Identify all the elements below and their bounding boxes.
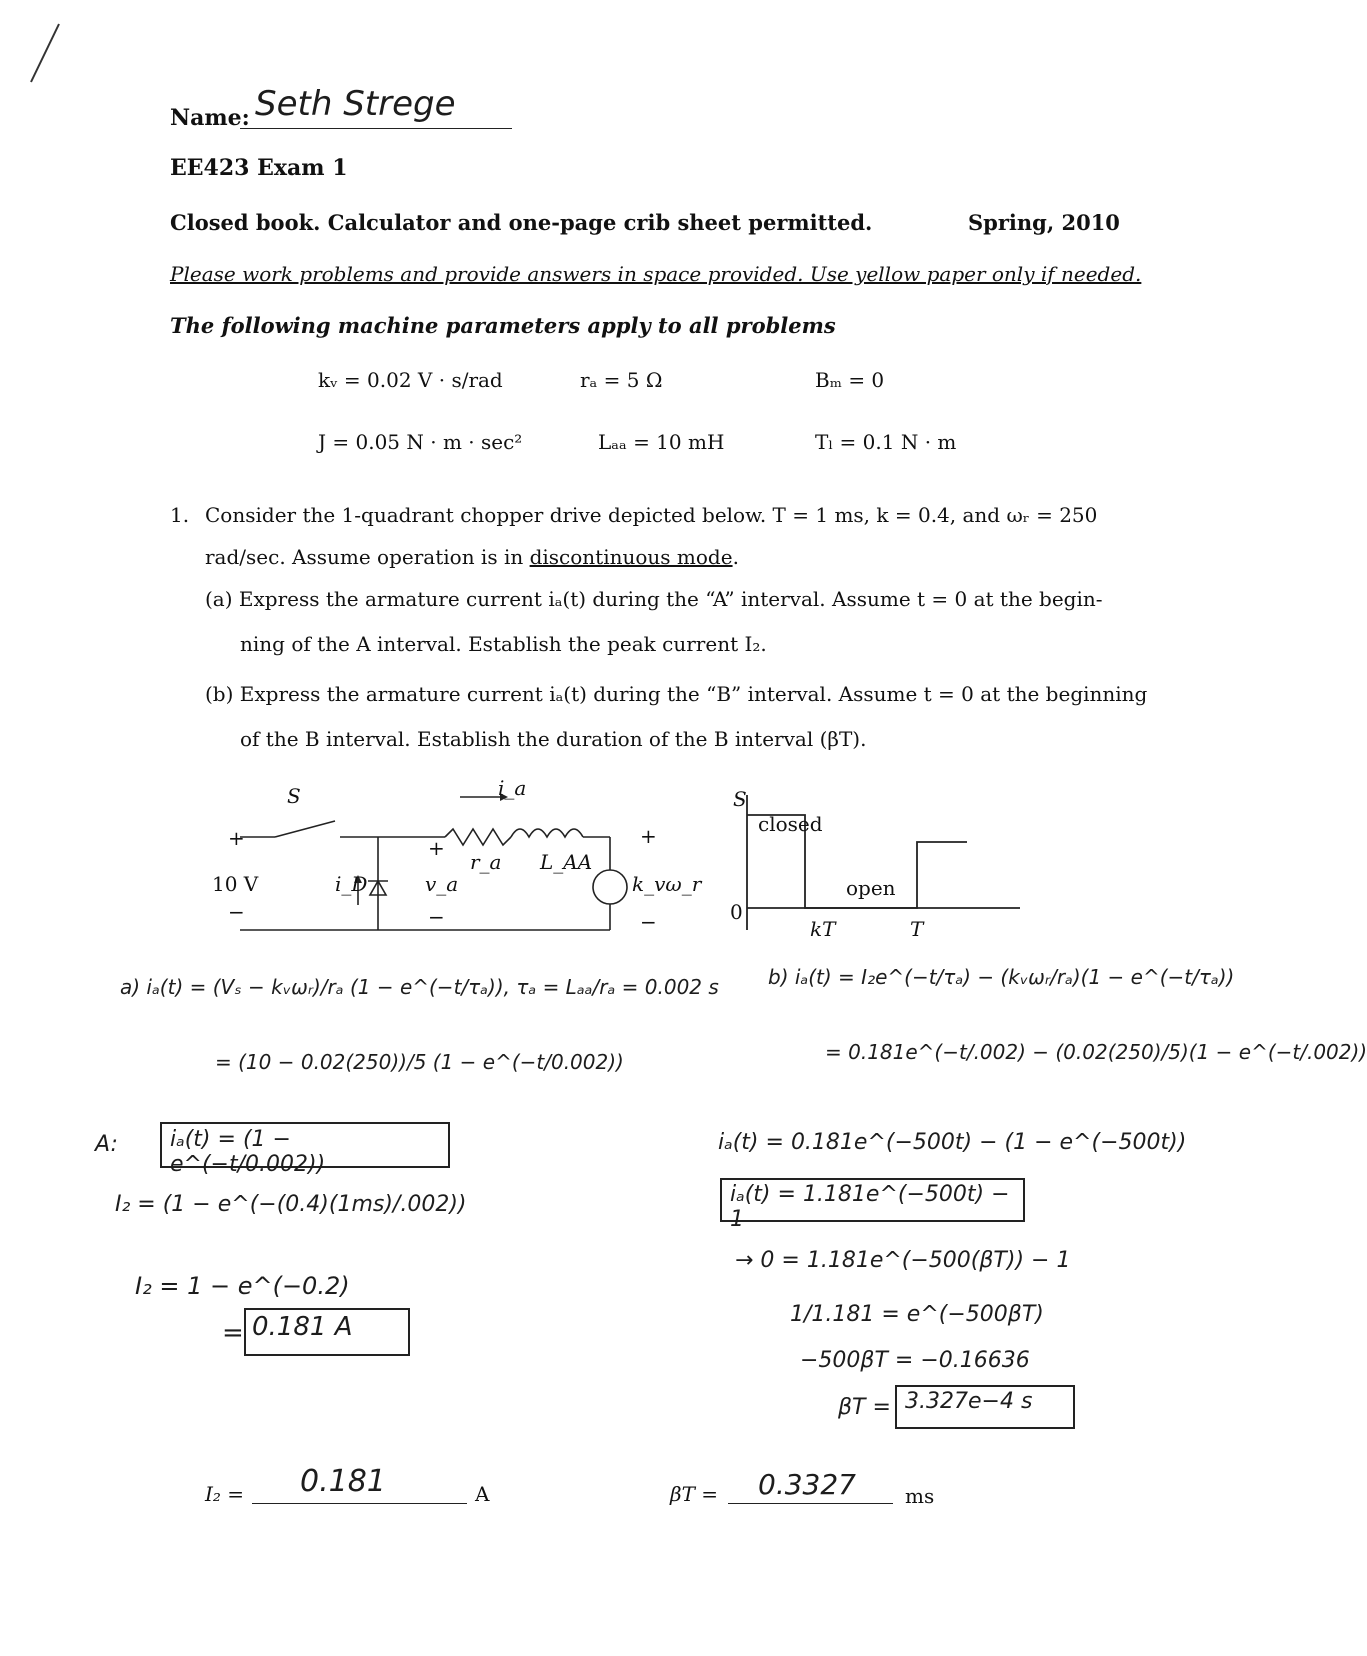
work-b-line-5: → 0 = 1.181e^(−500(βT)) − 1: [735, 1248, 1071, 1273]
ia-label: i_a: [498, 776, 527, 800]
answer-bt-label: βT =: [670, 1482, 719, 1506]
name-underline: [240, 128, 512, 129]
course-title: EE423 Exam 1: [170, 155, 348, 181]
work-b-line-6: 1/1.181 = e^(−500βT): [790, 1302, 1044, 1327]
waveform-open-label: open: [846, 876, 896, 900]
work-a-line-5: I₂ = 1 − e^(−0.2): [135, 1272, 350, 1300]
work-a-boxed-result: 0.181 A: [244, 1308, 410, 1356]
work-b-line-7: −500βT = −0.16636: [800, 1348, 1030, 1373]
answer-bt-blank: [728, 1503, 893, 1504]
exam-rules: Closed book. Calculator and one-page crib sheet permitted.: [170, 210, 873, 235]
work-a-line-2: = (10 − 0.02(250))/5 (1 − e^(−t/0.002)): [215, 1050, 624, 1074]
problem-line-1: Consider the 1-quadrant chopper drive depicted below. T = 1 ms, k = 0.4, and ωᵣ = 250: [205, 503, 1098, 527]
work-b-boxed-result: 3.327e−4 s: [895, 1385, 1075, 1429]
work-b-boxed-equation: iₐ(t) = 1.181e^(−500t) − 1: [720, 1178, 1025, 1222]
param-bm: Bₘ = 0: [815, 368, 885, 392]
student-name: Seth Strege: [255, 84, 456, 124]
source-plus: +: [228, 826, 245, 850]
va-plus: +: [428, 836, 445, 860]
emf-minus: −: [640, 910, 657, 934]
va-label: v_a: [425, 872, 459, 896]
work-b-line-2: = 0.181e^(−t/.002) − (0.02(250)/5)(1 − e^(−t/.002)): [825, 1040, 1367, 1064]
work-a-line-4: I₂ = (1 − e^(−(0.4)(1ms)/.002)): [115, 1192, 467, 1217]
source-minus: −: [228, 900, 245, 924]
work-a-boxed-equation: iₐ(t) = (1 − e^(−t/0.002)): [160, 1122, 450, 1168]
emf-label: k_vω_r: [632, 872, 702, 896]
param-tl: Tₗ = 0.1 N · m: [815, 430, 957, 454]
waveform-zero: 0: [730, 900, 743, 924]
waveform-t-label: T: [910, 917, 924, 941]
param-kv: kᵥ = 0.02 V · s/rad: [318, 368, 503, 392]
work-b-line-1: b) iₐ(t) = I₂e^(−t/τₐ) − (kᵥωᵣ/rₐ)(1 − e^(−t/τₐ)): [768, 965, 1235, 989]
part-a-line-1: (a) Express the armature current iₐ(t) during the “A” interval. Assume t = 0 at the begin-: [205, 587, 1103, 611]
instructions: Please work problems and provide answers in space provided. Use yellow paper only if needed.: [170, 262, 1142, 286]
answer-i2-label: I₂ =: [205, 1482, 245, 1506]
params-heading: The following machine parameters apply to all problems: [170, 313, 836, 338]
param-j: J = 0.05 N · m · sec²: [318, 430, 523, 454]
answer-i2-blank: [252, 1503, 467, 1504]
part-b-line-1: (b) Express the armature current iₐ(t) during the “B” interval. Assume t = 0 at the beginning: [205, 682, 1148, 706]
ra-label: r_a: [470, 850, 502, 874]
param-laa: Lₐₐ = 10 mH: [598, 430, 725, 454]
answer-i2-value[interactable]: 0.181: [300, 1464, 386, 1499]
answer-i2-unit: A: [475, 1482, 490, 1506]
switch-label: S: [287, 784, 301, 808]
emf-plus: +: [640, 824, 657, 848]
work-a-line-6-prefix: =: [222, 1318, 244, 1348]
answer-bt-value[interactable]: 0.3327: [758, 1468, 856, 1501]
problem-line-2: rad/sec. Assume operation is in discontinuous mode.: [205, 545, 739, 569]
diode-current-label: i_D: [335, 872, 368, 896]
param-ra: rₐ = 5 Ω: [580, 368, 663, 392]
problem-number: 1.: [170, 503, 190, 527]
source-voltage: 10 V: [212, 872, 259, 896]
work-a-answer-label: A:: [95, 1132, 118, 1157]
work-b-line-8-prefix: βT =: [838, 1395, 891, 1420]
corner-check-mark: [25, 20, 65, 90]
exam-term: Spring, 2010: [968, 210, 1120, 235]
work-b-line-3: iₐ(t) = 0.181e^(−500t) − (1 − e^(−500t)): [718, 1130, 1187, 1155]
waveform-closed-label: closed: [758, 812, 823, 836]
waveform-kt-label: kT: [810, 917, 836, 941]
part-b-line-2: of the B interval. Establish the duration of the B interval (βT).: [240, 727, 867, 751]
va-minus: −: [428, 905, 445, 929]
laa-label: L_AA: [540, 850, 593, 874]
part-a-line-2: ning of the A interval. Establish the peak current I₂.: [240, 632, 767, 656]
name-label: Name:: [170, 105, 250, 131]
work-a-line-1: a) iₐ(t) = (Vₛ − kᵥωᵣ)/rₐ (1 − e^(−t/τₐ)), τₐ = Lₐₐ/rₐ = 0.002 s: [120, 975, 719, 999]
answer-bt-unit: ms: [905, 1484, 935, 1508]
waveform-s-label: S: [733, 787, 747, 811]
